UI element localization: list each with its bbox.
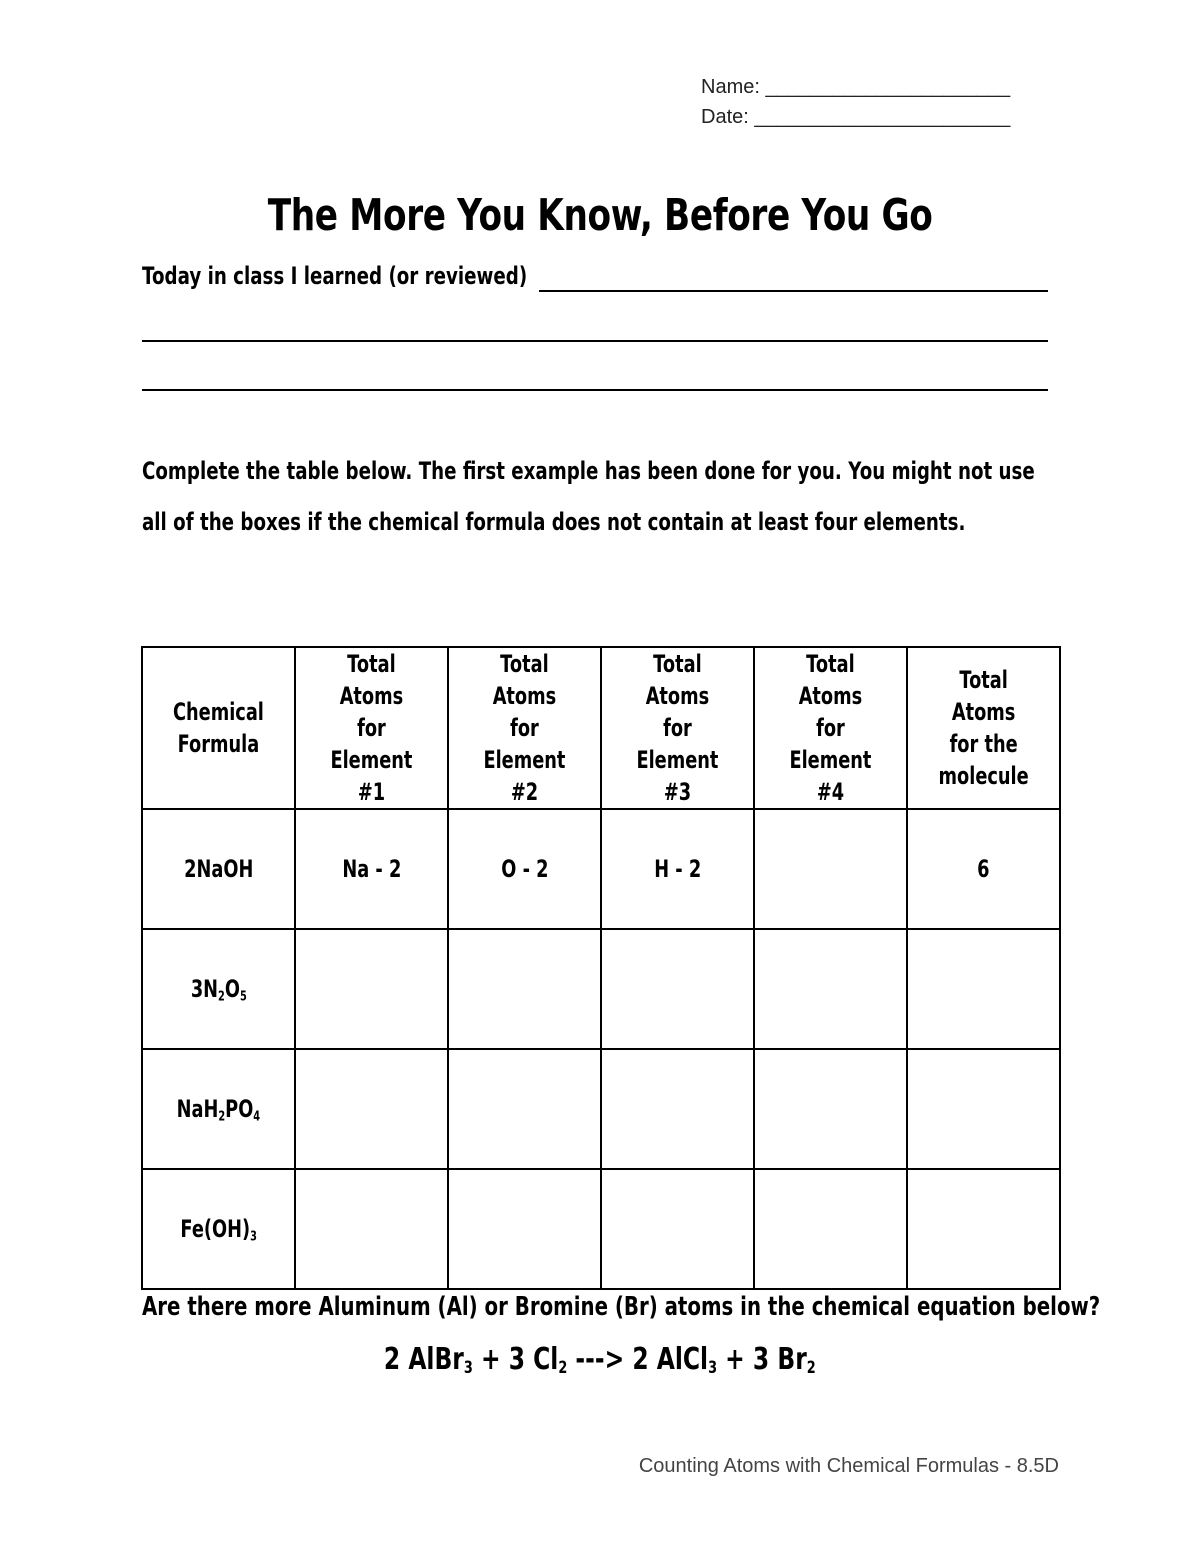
answer-cell: O - 2 — [448, 809, 601, 929]
answer-cell: 6 — [907, 809, 1060, 929]
chemical-equation — [0, 1342, 1200, 1377]
page-footer: Counting Atoms with Chemical Formulas - 8.5D — [638, 1455, 1059, 1477]
worksheet-title — [0, 190, 1200, 241]
answer-cell[interactable] — [448, 1169, 601, 1289]
answer-cell[interactable] — [295, 1049, 448, 1169]
chemical-formula: $3N_2O_5$ — [190, 975, 247, 1005]
answer-cell[interactable] — [907, 1169, 1060, 1289]
table-instructions: Complete the table below. The first example has been done for you. You might not use all of the boxes if the chemical formula does not contain at least four elements. — [142, 457, 1035, 536]
answer-cell[interactable] — [754, 809, 907, 929]
table-row — [142, 1049, 1060, 1169]
chemical-formula: $Fe(OH)_3$ — [180, 1215, 257, 1245]
answer-cell[interactable] — [754, 1169, 907, 1289]
learned-answer-line-2[interactable] — [142, 340, 1048, 342]
name-field[interactable]: Name: ______________________ — [701, 76, 1011, 98]
bonus-question: Are there more Aluminum (Al) or Bromine (Br) atoms in the chemical equation below? — [142, 1292, 1101, 1322]
learned-section — [142, 262, 1048, 302]
header-cell: Total Atoms for Element #2 — [448, 647, 601, 809]
table-header-row — [142, 647, 1060, 809]
answer-cell[interactable] — [448, 1049, 601, 1169]
table-row — [142, 929, 1060, 1049]
header-cell: Chemical Formula — [142, 647, 295, 809]
header-cell: Total Atoms for Element #1 — [295, 647, 448, 809]
formula-cell — [142, 809, 295, 929]
answer-cell[interactable] — [754, 929, 907, 1049]
answer-cell: Na - 2 — [295, 809, 448, 929]
table-row — [142, 809, 1060, 929]
answer-cell[interactable] — [907, 929, 1060, 1049]
learned-answer-line-1[interactable] — [539, 290, 1048, 292]
page-title: The More You Know, Before You Go — [267, 190, 933, 241]
answer-cell[interactable] — [754, 1049, 907, 1169]
student-info — [701, 72, 1010, 132]
date-field[interactable]: Date: _______________________ — [701, 106, 1011, 128]
formula-cell — [142, 1049, 295, 1169]
answer-cell[interactable] — [448, 929, 601, 1049]
equation-text: 2 AlBr$_3$ + 3 $Cl_2$ ---> 2 AlCl$_3$ + 3 $Br_2$ — [384, 1342, 816, 1378]
answer-cell[interactable] — [601, 1049, 754, 1169]
learned-answer-line-3[interactable] — [142, 389, 1048, 391]
header-cell: Total Atoms for the molecule — [907, 647, 1060, 809]
answer-cell[interactable] — [907, 1049, 1060, 1169]
answer-cell[interactable] — [295, 929, 448, 1049]
chemical-formula: 2NaOH — [184, 855, 254, 883]
answer-cell[interactable] — [601, 1169, 754, 1289]
chemical-formula: $NaH_2PO_4$ — [176, 1095, 261, 1125]
answer-cell[interactable] — [601, 929, 754, 1049]
answer-cell[interactable] — [295, 1169, 448, 1289]
header-cell: Total Atoms for Element #3 — [601, 647, 754, 809]
formula-cell — [142, 1169, 295, 1289]
header-cell: Total Atoms for Element #4 — [754, 647, 907, 809]
answer-cell: H - 2 — [601, 809, 754, 929]
formula-cell — [142, 929, 295, 1049]
learned-prompt: Today in class I learned (or reviewed) — [142, 262, 528, 290]
atoms-table — [141, 646, 1061, 1290]
table-row — [142, 1169, 1060, 1289]
